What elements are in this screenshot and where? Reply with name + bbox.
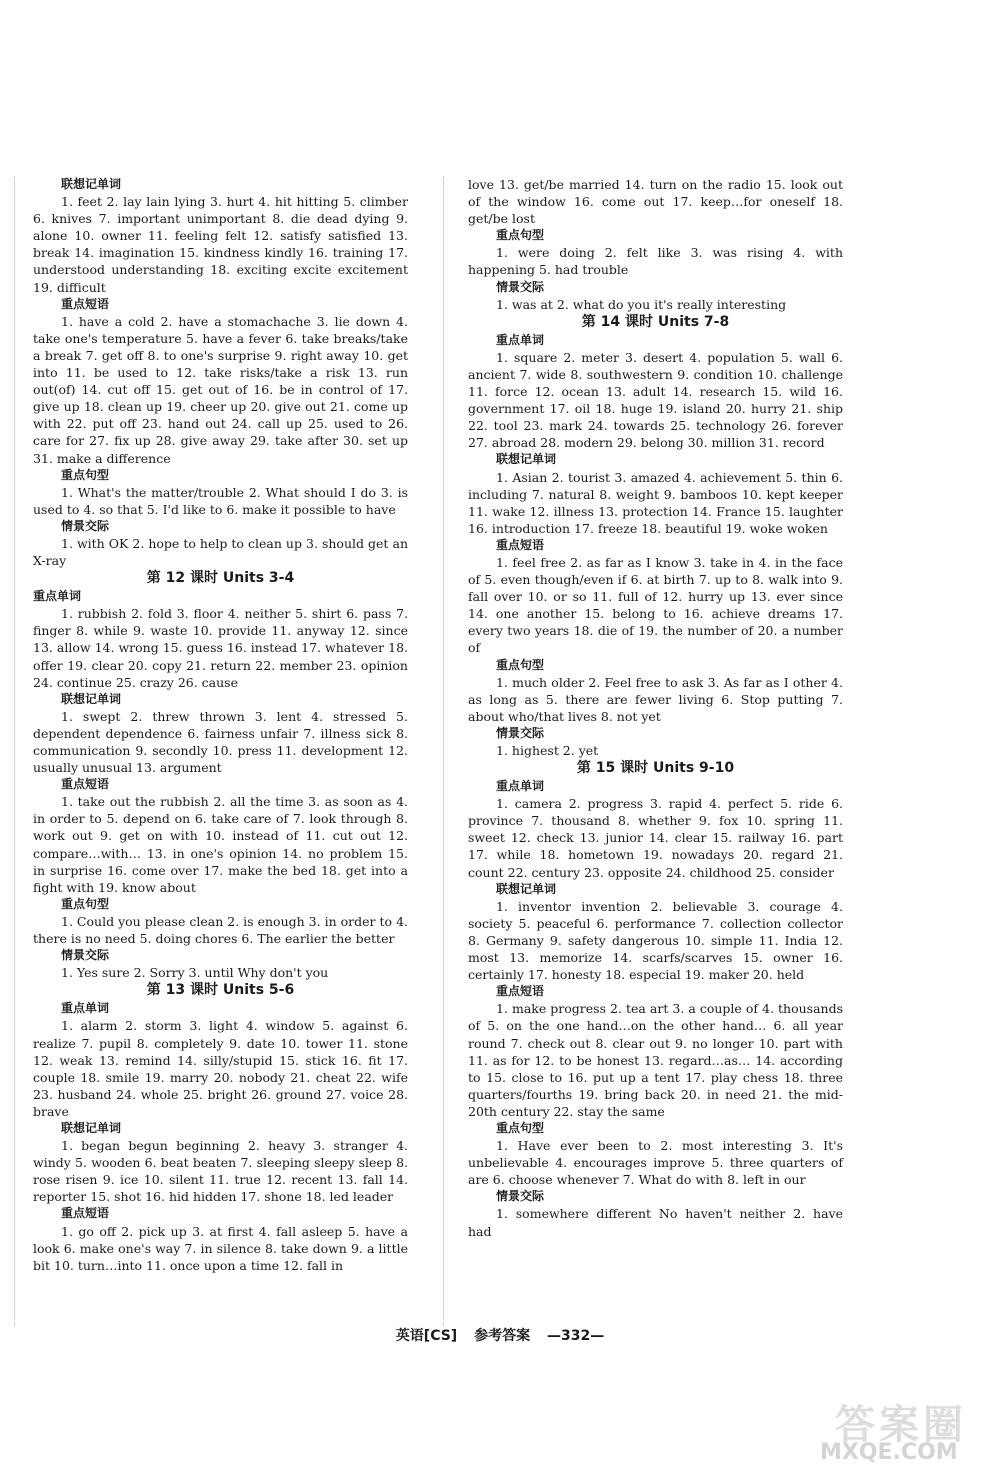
- section-body: 1. Could you please clean 2. is enough 3. in order to 4. there is no need 5. doing chores 6. The earlier the better: [33, 913, 408, 947]
- section-heading: 重点单词: [61, 1001, 110, 1016]
- section-body: 1. Asian 2. tourist 3. amazed 4. achievement 5. thin 6. including 7. natural 8. weight 9. bamboos 10. kept keeper 11. wake 12. illness 13. protection 14. France 15. laughter 16. introduction 17. freeze 18. beautiful 19. woke woken: [468, 469, 843, 536]
- section-body: 1. feel free 2. as far as I know 3. take in 4. in the face of 5. even though/even if 6. at birth 7. up to 8. walk into 9. fall over 10. or so 11. full of 12. hurry up 13. ever since 14. one another 15. belong to 16. achieve dreams 17. every two years 18. die of 19. the number of 20. a number of: [468, 554, 843, 656]
- lesson-title: 第 15 课时 Units 9-10: [576, 760, 735, 777]
- section-heading: 重点短语: [61, 1206, 110, 1221]
- section-body: 1. began begun beginning 2. heavy 3. stranger 4. windy 5. wooden 6. beat beaten 7. sleeping sleepy sleep 8. rose risen 9. ice 10. silent 11. true 12. recent 13. fall 14. reporter 15. shot 16. hid hidden 17. shone 18. led leader: [33, 1138, 408, 1205]
- section-heading: 重点短语: [61, 777, 110, 792]
- section-body: 1. go off 2. pick up 3. at first 4. fall asleep 5. have a look 6. make one's way 7. in silence 8. take down 9. a little bit 10. turn…into 11. once upon a time 12. fall in: [33, 1223, 408, 1273]
- section-heading: 情景交际: [61, 948, 110, 963]
- section-heading: 重点句型: [61, 467, 110, 482]
- section-heading: 联想记单词: [61, 1120, 122, 1135]
- section-heading: 重点短语: [496, 984, 545, 999]
- section-heading: 重点单词: [496, 332, 545, 347]
- section-body: 1. Yes sure 2. Sorry 3. until Why don't you: [61, 965, 329, 981]
- section-heading: 联想记单词: [61, 177, 122, 191]
- section-body: 1. What's the matter/trouble 2. What should I do 3. is used to 4. so that 5. I'd like to 6. make it possible to have: [33, 484, 408, 517]
- section-body: 1. swept 2. threw thrown 3. lent 4. stressed 5. dependent dependence 6. fairness unfair 7. illness sick 8. communication 9. secondly 10. press 11. development 12. usually unusual 13. argument: [33, 708, 408, 776]
- section-body: love 13. get/be married 14. turn on the radio 15. look out of the window 16. come out 17. keep…for oneself 18. get/be lost: [468, 177, 843, 227]
- section-heading: 重点句型: [496, 228, 545, 243]
- watermark-site: MXQE.COM: [820, 1440, 958, 1465]
- lesson-title: 第 14 课时 Units 7-8: [581, 313, 730, 330]
- section-heading: 联想记单词: [496, 452, 557, 467]
- section-body: 1. take out the rubbish 2. all the time 3. as soon as 4. in order to 5. depend on 6. take care of 7. look through 8. work out 9. get on with 10. instead of 11. cut out 12. compare…with… 13. in one's opinion 14. no problem 15. in surprise 16. come over 17. make the bed 18. get into a fight with 19. know about: [33, 794, 408, 895]
- section-heading: 重点单词: [33, 589, 82, 604]
- section-body: 1. was at 2. what do you it's really interesting: [496, 296, 787, 312]
- section-heading: 情景交际: [496, 279, 545, 294]
- section-heading: 情景交际: [496, 1189, 545, 1204]
- section-heading: 重点句型: [496, 1120, 545, 1135]
- page-footer: [0, 1325, 1000, 1345]
- section-heading: 重点句型: [61, 896, 110, 911]
- section-body: 1. Have ever been to 2. most interesting 3. It's unbelievable 4. encourages improve 5. three quarters of are 6. choose whenever 7. What do with 8. left in our: [468, 1138, 843, 1188]
- footer-section: 参考答案: [474, 1328, 531, 1344]
- section-body: 1. make progress 2. tea art 3. a couple of 4. thousands of 5. on the one hand…on the other hand… 6. all year round 7. check out 8. clear out 9. no longer 10. part with 11. as for 12. to be honest 13. regard…as… 14. according to 15. close to 16. put up a tent 17. play chess 18. three quarters/fourths 19. bring back 20. in need 21. the mid-20th century 22. stay the same: [468, 1001, 843, 1119]
- section-body: 1. much older 2. Feel free to ask 3. As far as I other 4. as long as 5. there are fewer living 6. Stop putting 7. about who/that lives 8. not yet: [468, 674, 843, 724]
- section-heading: 重点短语: [61, 296, 110, 311]
- section-body: 1. alarm 2. storm 3. light 4. window 5. against 6. realize 7. pupil 8. completely 9. date 10. tower 11. stone 12. weak 13. remind 14. silly/stupid 15. stick 16. fit 17. couple 18. smile 19. marry 20. nobody 21. cheat 22. wife 23. husband 24. whole 25. bright 26. ground 27. voice 28. brave: [33, 1018, 408, 1119]
- section-body: 1. highest 2. yet: [496, 743, 599, 758]
- section-body: 1. inventor invention 2. believable 3. courage 4. society 5. peaceful 6. performance 7. collection collector 8. Germany 9. safety dangerous 10. simple 11. India 12. most 13. memorize 14. scarfs/scarves 15. owner 16. certainly 17. honesty 18. especial 19. maker 20. held: [468, 898, 843, 983]
- section-body: 1. camera 2. progress 3. rapid 4. perfect 5. ride 6. province 7. thousand 8. whether 9. fox 10. spring 11. sweet 12. check 13. junior 14. clear 15. railway 16. part 17. while 18. hometown 19. nowadays 20. regard 21. count 22. century 23. opposite 24. childhood 25. consider: [468, 796, 843, 880]
- section-body: 1. with OK 2. hope to help to clean up 3. should get an X-ray: [33, 535, 408, 569]
- section-body: 1. square 2. meter 3. desert 4. population 5. wall 6. ancient 7. wide 8. southwestern 9. condition 10. challenge 11. force 12. ocean 13. adult 14. research 15. wild 16. government 17. oil 18. huge 19. island 20. hurry 21. ship 22. tool 23. mark 24. towards 25. technology 26. forever 27. abroad 28. modern 29. belong 30. million 31. record: [468, 349, 843, 451]
- right-column: [468, 176, 843, 1240]
- section-heading: 重点句型: [496, 657, 545, 672]
- section-heading: 联想记单词: [61, 691, 122, 706]
- section-body: 1. somewhere different No haven't neither 2. have had: [468, 1206, 843, 1239]
- section-body: 1. were doing 2. felt like 3. was rising 4. with happening 5. had trouble: [468, 245, 843, 278]
- section-heading: 联想记单词: [496, 881, 557, 896]
- lesson-title: 第 12 课时 Units 3-4: [146, 570, 295, 587]
- section-heading: 情景交际: [61, 518, 110, 533]
- section-body: 1. feet 2. lay lain lying 3. hurt 4. hit hitting 5. climber 6. knives 7. important unimportant 8. die dead dying 9. alone 10. owner 11. feeling felt 12. satisfy satisfied 13. break 14. imagination 15. kindness kindly 16. training 17. understood understanding 18. exciting excite excitement 19. difficult: [33, 194, 408, 295]
- section-body: 1. have a cold 2. have a stomachache 3. lie down 4. take one's temperature 5. have a fever 6. take breaks/take a break 7. get off 8. to one's surprise 9. right away 10. get into 11. be used to 12. take risks/take a risk 13. run out(of) 14. cut off 15. get out of 16. be in control of 17. give up 18. clean up 19. cheer up 20. give out 21. come up with 22. put off 23. hand out 24. call up 25. used to 26. care for 27. fix up 28. give away 29. take after 30. set up 31. make a difference: [33, 313, 408, 466]
- section-heading: 情景交际: [496, 725, 545, 740]
- lesson-title: 第 13 课时 Units 5-6: [146, 982, 295, 999]
- watermark-logo-text: 答案圈: [835, 1402, 967, 1448]
- left-margin-dotted-line: [14, 176, 15, 1326]
- section-heading: 重点单词: [496, 779, 545, 794]
- footer-page-number: —332—: [546, 1328, 605, 1344]
- center-divider-dotted-line: [443, 176, 444, 1326]
- footer-subject: 英语[CS]: [395, 1328, 458, 1344]
- section-body: 1. rubbish 2. fold 3. floor 4. neither 5. shirt 6. pass 7. finger 8. while 9. waste 10. provide 11. anyway 12. since 13. allow 14. wrong 15. guess 16. instead 17. whatever 18. offer 19. clear 20. copy 21. return 22. member 23. opinion 24. continue 25. crazy 26. cause: [33, 606, 408, 690]
- section-heading: 重点短语: [496, 537, 545, 552]
- left-column: [33, 176, 408, 1274]
